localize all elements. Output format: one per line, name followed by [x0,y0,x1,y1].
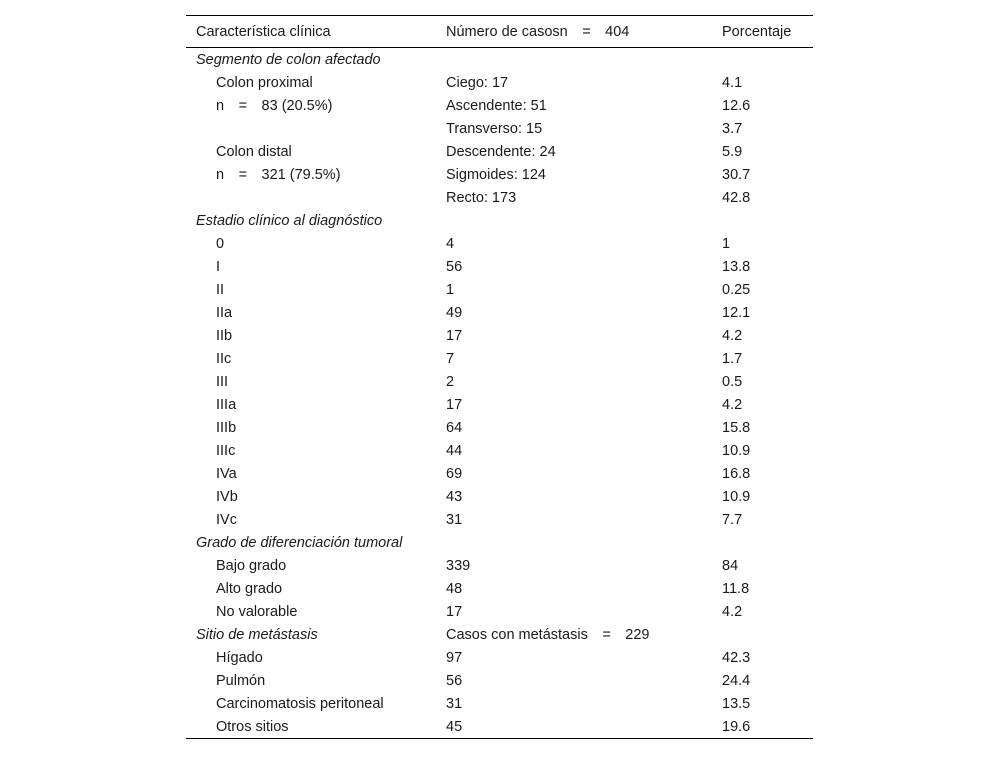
row-case-count: 56 [446,258,463,275]
header-caracteristica: Característica clínica [196,23,331,40]
row-percentage: 16.8 [722,465,751,482]
table-row [186,324,813,347]
table-row [186,669,813,692]
row-percentage: 5.9 [722,143,743,160]
row-characteristic: Otros sitios [216,718,289,735]
row-percentage: 15.8 [722,419,751,436]
row-characteristic: IIc [216,350,232,367]
table-row [186,577,813,600]
table-row [186,508,813,531]
section-title: Estadio clínico al diagnóstico [196,212,383,229]
row-case-count: 49 [446,304,463,321]
row-characteristic: IVb [216,488,238,505]
row-percentage: 0.25 [722,281,751,298]
table-row [186,370,813,393]
section-summary [436,531,712,554]
row-percentage: 13.8 [722,258,751,275]
row-percentage: 1.7 [722,350,743,367]
table-row [186,715,813,739]
row-percentage: 7.7 [722,511,743,528]
row-case-count: 69 [446,465,463,482]
row-characteristic: n = 83 (20.5%) [216,97,333,114]
header-porcentaje: Porcentaje [722,23,792,40]
table-body [186,48,813,739]
row-characteristic: II [216,281,225,298]
row-percentage: 84 [722,557,739,574]
row-percentage: 4.2 [722,327,743,344]
row-characteristic: IIIc [216,442,236,459]
row-characteristic: III [216,373,229,390]
table-row [186,393,813,416]
row-characteristic: Colon proximal [216,74,313,91]
row-percentage: 4.1 [722,74,743,91]
table-row [186,255,813,278]
table-row [186,600,813,623]
row-characteristic: Pulmón [216,672,266,689]
table-row [186,140,813,163]
section-header-row [186,531,813,554]
header-numero-casos: Número de casosn = 404 [446,23,630,40]
table-row [186,186,813,209]
section-empty-cell [712,531,813,554]
table-row [186,439,813,462]
section-header-row [186,623,813,646]
row-case-count: 48 [446,580,463,597]
row-characteristic: No valorable [216,603,298,620]
row-characteristic: Colon distal [216,143,292,160]
table-row [186,692,813,715]
table-row [186,485,813,508]
row-percentage: 10.9 [722,488,751,505]
row-case-count: 17 [446,396,463,413]
table-row [186,278,813,301]
table-row [186,163,813,186]
row-percentage: 12.1 [722,304,751,321]
section-title: Grado de diferenciación tumoral [196,534,403,551]
row-case-count: Transverso: 15 [446,120,543,137]
row-characteristic: Carcinomatosis peritoneal [216,695,384,712]
table-row [186,94,813,117]
row-case-count: 64 [446,419,463,436]
row-case-count: Recto: 173 [446,189,517,206]
clinical-characteristics-table-container [186,15,813,739]
row-percentage: 19.6 [722,718,751,735]
row-characteristic: IIb [216,327,233,344]
section-summary [436,48,712,72]
row-percentage: 10.9 [722,442,751,459]
table-row [186,117,813,140]
row-percentage: 3.7 [722,120,743,137]
section-empty-cell [712,623,813,646]
row-characteristic: IIIb [216,419,237,436]
row-case-count: Ascendente: 51 [446,97,547,114]
row-characteristic: Alto grado [216,580,283,597]
clinical-characteristics-table [186,15,813,739]
row-characteristic: IVc [216,511,237,528]
table-row [186,232,813,255]
table-row [186,347,813,370]
row-characteristic [186,117,436,140]
section-empty-cell [712,209,813,232]
table-row [186,462,813,485]
row-case-count: 56 [446,672,463,689]
row-case-count: 339 [446,557,471,574]
section-header-row [186,48,813,72]
section-empty-cell [712,48,813,72]
row-percentage: 11.8 [722,580,750,597]
row-percentage: 1 [722,235,731,252]
row-case-count: 2 [446,373,455,390]
row-characteristic: n = 321 (79.5%) [216,166,341,183]
row-percentage: 13.5 [722,695,751,712]
row-characteristic: IVa [216,465,237,482]
row-case-count: 1 [446,281,455,298]
table-row [186,301,813,324]
row-percentage: 12.6 [722,97,751,114]
section-title: Segmento de colon afectado [196,51,381,68]
row-characteristic: I [216,258,221,275]
row-characteristic: IIa [216,304,233,321]
row-case-count: 44 [446,442,463,459]
row-percentage: 42.8 [722,189,751,206]
row-case-count: 17 [446,603,463,620]
row-characteristic: IIIa [216,396,237,413]
table-header-row [186,16,813,48]
row-case-count: 31 [446,695,463,712]
row-case-count: 31 [446,511,463,528]
row-characteristic: 0 [216,235,225,252]
row-case-count: 97 [446,649,463,666]
table-row [186,71,813,94]
row-case-count: 43 [446,488,463,505]
row-percentage: 4.2 [722,396,743,413]
row-case-count: 17 [446,327,463,344]
row-case-count: Sigmoides: 124 [446,166,546,183]
row-case-count: 4 [446,235,455,252]
table-row [186,416,813,439]
row-percentage: 24.4 [722,672,751,689]
section-summary [436,209,712,232]
table-row [186,554,813,577]
row-characteristic: Bajo grado [216,557,287,574]
section-header-row [186,209,813,232]
row-percentage: 4.2 [722,603,743,620]
row-characteristic: Hígado [216,649,263,666]
row-case-count: 7 [446,350,455,367]
section-summary: Casos con metástasis = 229 [446,626,650,643]
row-characteristic [186,186,436,209]
row-case-count: 45 [446,718,463,735]
row-case-count: Descendente: 24 [446,143,556,160]
row-percentage: 0.5 [722,373,743,390]
table-row [186,646,813,669]
row-percentage: 30.7 [722,166,751,183]
section-title: Sitio de metástasis [196,626,318,643]
row-case-count: Ciego: 17 [446,74,509,91]
row-percentage: 42.3 [722,649,751,666]
